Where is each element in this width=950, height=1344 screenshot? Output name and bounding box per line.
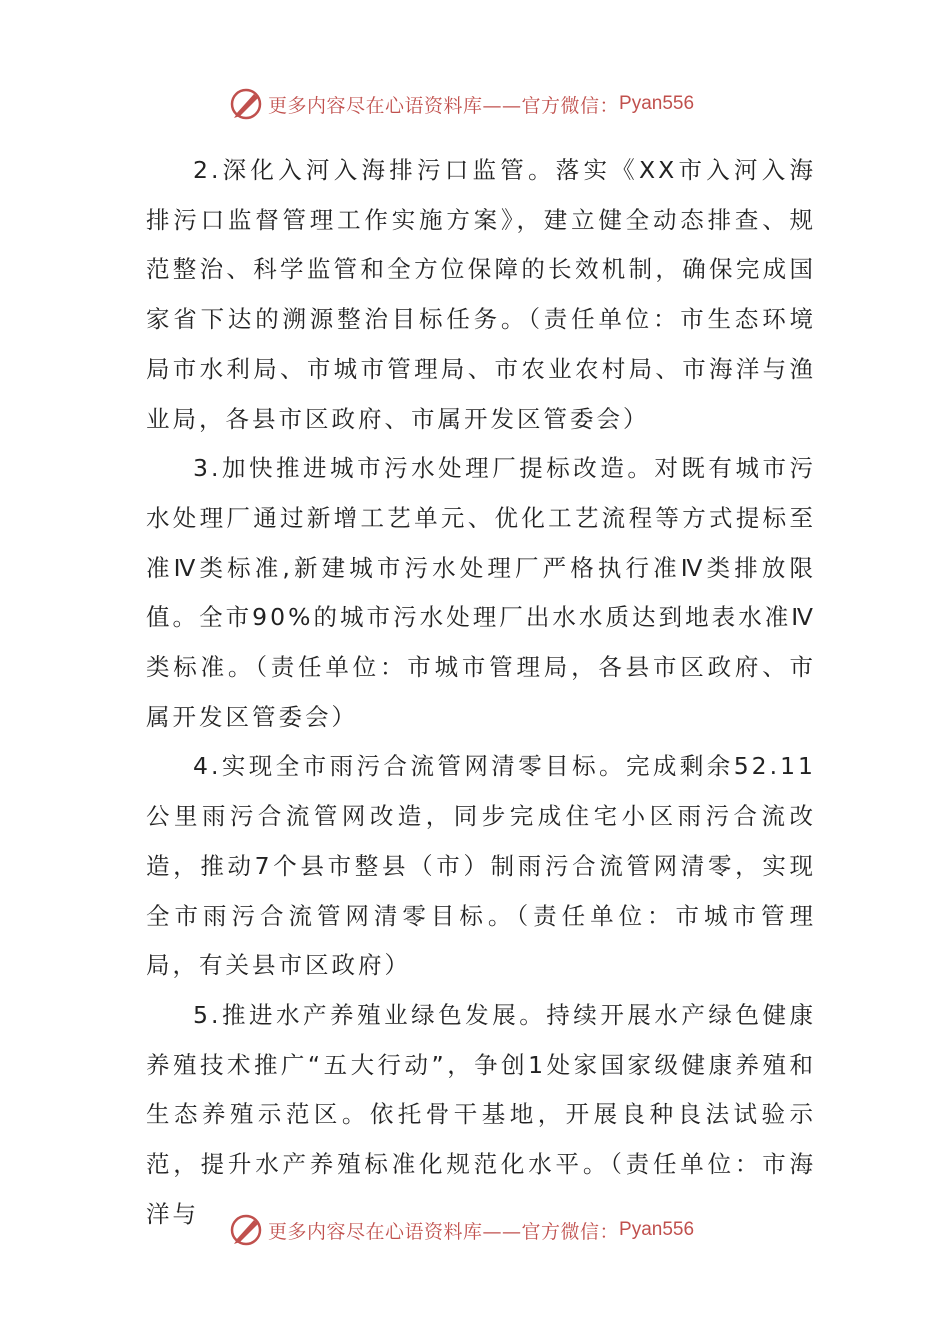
document-body [146,146,816,1239]
watermark-text: 更多内容尽在心语资料库——官方微信： [268,1220,620,1243]
watermark-banner-bottom [228,1210,694,1250]
watermark-contact: Pyan556 [619,93,695,114]
paragraph-3: 3.加快推进城市污水处理厂提标改造。对既有城市污水处理厂通过新增工艺单元、优化工艺流程等方式提标至准Ⅳ类标准,新建城市污水处理厂严格执行准Ⅳ类排放限值。全市90%的城市污水处理厂出水水质达到地表水准Ⅳ类标准。（责任单位：市城市管理局，各县市区政府、市属开发区管委会） [146,454,816,731]
paragraph-5: 5.推进水产养殖业绿色发展。持续开展水产绿色健康养殖技术推广“五大行动”，争创1处家国家级健康养殖和生态养殖示范区。依托骨干基地，开展良种良法试验示范，提升水产养殖标准化规范化水平。（责任单位：市海洋与 [146,1000,816,1228]
paragraph-2: 2.深化入河入海排污口监管。落实《XX市入河入海排污口监督管理工作实施方案》，建立健全动态排查、规范整治、科学监管和全方位保障的长效机制，确保完成国家省下达的溯源整治目标任务。（责任单位：市生态环境局市水利局、市城市管理局、市农业农村局、市海洋与渔业局，各县市区政府、市属开发区管委会） [146,156,816,433]
pen-logo-icon [228,86,264,122]
paragraph-4: 4.实现全市雨污合流管网清零目标。完成剩余52.11公里雨污合流管网改造，同步完成住宅小区雨污合流改造，推动7个县市整县（市）制雨污合流管网清零，实现全市雨污合流管网清零目标。（责任单位：市城市管理局，有关县市区政府） [146,752,816,980]
watermark-banner-top [228,84,694,124]
watermark-text: 更多内容尽在心语资料库——官方微信： [268,94,620,117]
watermark-contact: Pyan556 [619,1219,695,1240]
pen-logo-icon [228,1212,264,1248]
